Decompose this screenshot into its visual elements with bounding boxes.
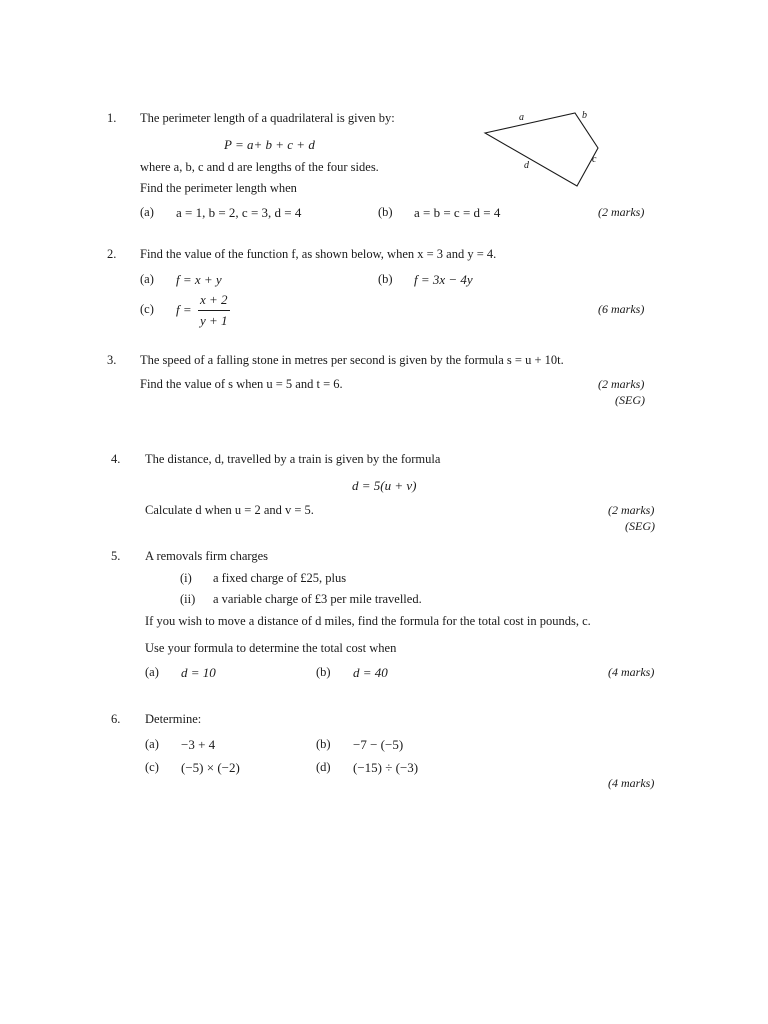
q3-find-text: Find the value of s when u = 5 and t = 6.	[140, 377, 343, 391]
q4-number: 4.	[111, 452, 121, 466]
q2-stem: Find the value of the function f, as shown below, when x = 3 and y = 4.	[140, 247, 497, 261]
q6-stem: Determine:	[145, 712, 202, 726]
q6-part-a-label: (a)	[145, 737, 159, 751]
q6-part-c-label: (c)	[145, 760, 159, 774]
q5-item-ii-text: a variable charge of £3 per mile travelled.	[213, 592, 422, 606]
q6-number: 6.	[111, 712, 121, 726]
side-c-label: c	[592, 154, 597, 165]
q1-part-a-expression: a = 1, b = 2, c = 3, d = 4	[176, 205, 302, 220]
q1-stem: The perimeter length of a quadrilateral is given by:	[140, 111, 395, 125]
q6-marks: (4 marks)	[608, 776, 655, 790]
q2-part-b-expression: f = 3x − 4y	[414, 272, 473, 287]
q1-marks: (2 marks)	[598, 205, 645, 219]
q6-part-c-expression: (−5) × (−2)	[181, 760, 240, 775]
q5-marks: (4 marks)	[608, 665, 655, 679]
q6-part-a-expression: −3 + 4	[181, 737, 216, 752]
q2-part-a-label: (a)	[140, 272, 154, 286]
q2-part-c-fraction	[198, 292, 230, 329]
q2-part-a-expression: f = x + y	[176, 272, 222, 287]
q2-part-c-numerator: x + 2	[198, 292, 230, 311]
q2-number: 2.	[107, 247, 117, 261]
q5-part-a-expression: d = 10	[181, 665, 216, 680]
q5-number: 5.	[111, 549, 121, 563]
q4-stem: The distance, d, travelled by a train is given by the formula	[145, 452, 441, 466]
side-a-label: a	[519, 112, 524, 123]
q5-item-i-text: a fixed charge of £25, plus	[213, 571, 347, 585]
side-d-label: d	[524, 160, 529, 171]
q5-stem: A removals firm charges	[145, 549, 268, 563]
q5-item-ii-label: (ii)	[180, 592, 196, 606]
quadrilateral-shape	[485, 113, 598, 186]
q5-part-b-expression: d = 40	[353, 665, 388, 680]
q1-number: 1.	[107, 111, 117, 125]
q5-if-text: If you wish to move a distance of d miles, find the formula for the total cost in pounds, c.	[145, 614, 591, 628]
q3-marks: (2 marks)	[598, 377, 645, 391]
q2-part-b-label: (b)	[378, 272, 393, 286]
q5-item-i-label: (i)	[180, 571, 192, 585]
q4-formula: d = 5(u + v)	[352, 478, 417, 493]
quadrilateral-diagram	[0, 0, 768, 240]
q1-part-a-label: (a)	[140, 205, 154, 219]
q4-calculate-text: Calculate d when u = 2 and v = 5.	[145, 503, 314, 517]
q2-marks: (6 marks)	[598, 302, 645, 316]
q6-part-d-label: (d)	[316, 760, 331, 774]
q3-stem: The speed of a falling stone in metres per second is given by the formula s = u + 10t.	[140, 353, 564, 367]
q4-marks: (2 marks)	[608, 503, 655, 517]
q1-find-text: Find the perimeter length when	[140, 181, 297, 195]
q4-source: (SEG)	[625, 519, 655, 533]
q2-part-c-label: (c)	[140, 302, 154, 316]
q1-part-b-expression: a = b = c = d = 4	[414, 205, 501, 220]
q2-part-c-lhs: f =	[176, 302, 192, 317]
q2-part-c-denominator: y + 1	[200, 313, 228, 328]
q3-source: (SEG)	[615, 393, 645, 407]
q5-use-text: Use your formula to determine the total cost when	[145, 641, 397, 655]
q6-part-b-expression: −7 − (−5)	[353, 737, 404, 752]
q1-where-text: where a, b, c and d are lengths of the four sides.	[140, 160, 379, 174]
q1-formula: P = a+ b + c + d	[224, 137, 315, 152]
q5-part-b-label: (b)	[316, 665, 331, 679]
q5-part-a-label: (a)	[145, 665, 159, 679]
side-b-label: b	[582, 110, 587, 121]
q1-part-b-label: (b)	[378, 205, 393, 219]
q6-part-d-expression: (−15) ÷ (−3)	[353, 760, 419, 775]
q3-number: 3.	[107, 353, 117, 367]
q6-part-b-label: (b)	[316, 737, 331, 751]
